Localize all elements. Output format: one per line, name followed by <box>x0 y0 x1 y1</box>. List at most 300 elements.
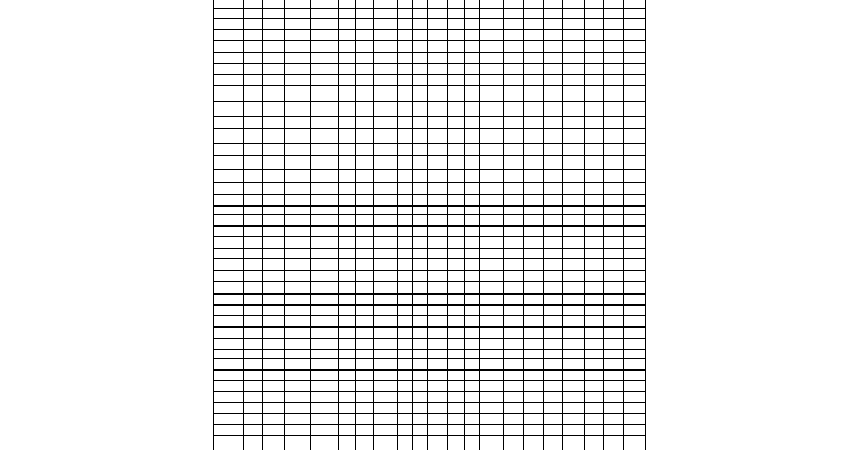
table-cell <box>543 86 563 102</box>
table-cell <box>310 414 338 425</box>
table-cell <box>465 102 480 117</box>
table-cell <box>373 53 397 64</box>
table-cell <box>339 327 356 339</box>
table-cell <box>356 237 373 249</box>
table-cell <box>244 436 262 450</box>
table-cell <box>397 102 412 117</box>
table-cell <box>310 425 338 436</box>
table-cell <box>428 75 448 86</box>
table-cell <box>356 129 373 144</box>
table-cell <box>397 414 412 425</box>
table-cell <box>480 41 504 53</box>
table-cell <box>284 237 310 249</box>
table-cell <box>584 19 604 30</box>
table-cell <box>428 271 448 282</box>
table-cell <box>465 249 480 259</box>
table-row <box>214 41 646 53</box>
table-row <box>214 64 646 75</box>
table-cell <box>413 30 428 41</box>
table-cell <box>356 170 373 183</box>
table-cell <box>504 339 524 350</box>
table-cell <box>428 64 448 75</box>
table-cell <box>214 129 244 144</box>
table-cell <box>504 327 524 339</box>
table-cell <box>284 316 310 327</box>
table-cell <box>563 282 585 294</box>
table-cell <box>262 0 284 9</box>
table-cell <box>373 414 397 425</box>
table-cell <box>523 41 543 53</box>
table-cell <box>624 316 646 327</box>
table-cell <box>310 237 338 249</box>
table-cell <box>413 282 428 294</box>
table-cell <box>523 294 543 305</box>
table-cell <box>244 102 262 117</box>
table-cell <box>339 0 356 9</box>
table-cell <box>339 30 356 41</box>
table-cell <box>413 414 428 425</box>
table-cell <box>543 305 563 316</box>
table-cell <box>543 381 563 392</box>
table-cell <box>428 86 448 102</box>
table-cell <box>543 403 563 414</box>
table-cell <box>563 183 585 195</box>
table-cell <box>413 350 428 359</box>
table-cell <box>584 129 604 144</box>
table-cell <box>244 350 262 359</box>
table-cell <box>373 339 397 350</box>
table-cell <box>563 144 585 156</box>
table-cell <box>447 249 464 259</box>
table-cell <box>543 414 563 425</box>
table-row <box>214 215 646 226</box>
table-cell <box>310 403 338 414</box>
table-cell <box>244 206 262 215</box>
table-cell <box>447 129 464 144</box>
table-cell <box>413 144 428 156</box>
table-cell <box>447 294 464 305</box>
table-cell <box>543 327 563 339</box>
table-cell <box>480 403 504 414</box>
table-cell <box>428 237 448 249</box>
table-cell <box>214 350 244 359</box>
table-cell <box>339 75 356 86</box>
table-cell <box>563 75 585 86</box>
table-cell <box>397 215 412 226</box>
table-cell <box>480 425 504 436</box>
table-cell <box>428 170 448 183</box>
table-cell <box>584 359 604 370</box>
table-cell <box>604 259 624 271</box>
table-cell <box>214 117 244 129</box>
table-cell <box>480 392 504 403</box>
table-cell <box>543 144 563 156</box>
table-row <box>214 226 646 237</box>
table-cell <box>244 19 262 30</box>
table-cell <box>397 75 412 86</box>
table-cell <box>373 9 397 19</box>
table-cell <box>504 30 524 41</box>
table-cell <box>543 294 563 305</box>
table-cell <box>604 237 624 249</box>
table-cell <box>584 414 604 425</box>
table-cell <box>584 294 604 305</box>
table-cell <box>504 117 524 129</box>
table-cell <box>373 381 397 392</box>
table-cell <box>310 0 338 9</box>
table-cell <box>284 305 310 316</box>
table-cell <box>447 0 464 9</box>
table-cell <box>543 215 563 226</box>
table-cell <box>465 195 480 206</box>
table-cell <box>563 102 585 117</box>
table-cell <box>244 117 262 129</box>
table-cell <box>310 117 338 129</box>
table-cell <box>397 249 412 259</box>
table-cell <box>504 237 524 249</box>
table-cell <box>262 195 284 206</box>
table-cell <box>356 64 373 75</box>
table-cell <box>214 392 244 403</box>
table-cell <box>480 156 504 170</box>
table-cell <box>480 414 504 425</box>
table-cell <box>504 282 524 294</box>
table-cell <box>447 425 464 436</box>
table-cell <box>584 305 604 316</box>
table-cell <box>563 305 585 316</box>
table-cell <box>284 75 310 86</box>
table-cell <box>397 339 412 350</box>
table-cell <box>465 226 480 237</box>
table-cell <box>584 9 604 19</box>
table-cell <box>543 170 563 183</box>
table-cell <box>480 339 504 350</box>
table-cell <box>523 75 543 86</box>
table-cell <box>413 195 428 206</box>
table-cell <box>373 117 397 129</box>
table-cell <box>563 0 585 9</box>
table-cell <box>339 117 356 129</box>
table-cell <box>244 294 262 305</box>
table-cell <box>604 215 624 226</box>
table-cell <box>356 215 373 226</box>
table-cell <box>310 271 338 282</box>
table-cell <box>624 0 646 9</box>
table-cell <box>604 294 624 305</box>
table-row <box>214 339 646 350</box>
table-cell <box>584 53 604 64</box>
table-cell <box>480 436 504 450</box>
table-row <box>214 117 646 129</box>
table-cell <box>523 339 543 350</box>
data-table <box>213 0 646 450</box>
table-cell <box>284 259 310 271</box>
table-cell <box>397 53 412 64</box>
table-cell <box>413 41 428 53</box>
table-cell <box>339 339 356 350</box>
table-cell <box>373 144 397 156</box>
table-cell <box>397 381 412 392</box>
table-row <box>214 183 646 195</box>
table-cell <box>504 316 524 327</box>
table-cell <box>465 237 480 249</box>
table-cell <box>413 0 428 9</box>
table-row <box>214 206 646 215</box>
table-cell <box>584 195 604 206</box>
table-cell <box>563 41 585 53</box>
table-cell <box>339 102 356 117</box>
table-cell <box>480 9 504 19</box>
table-cell <box>563 53 585 64</box>
table-cell <box>244 414 262 425</box>
table-cell <box>214 425 244 436</box>
table-cell <box>284 86 310 102</box>
table-cell <box>214 215 244 226</box>
table-cell <box>480 327 504 339</box>
table-cell <box>339 259 356 271</box>
table-cell <box>624 271 646 282</box>
table-row <box>214 9 646 19</box>
table-cell <box>447 370 464 381</box>
table-cell <box>339 381 356 392</box>
table-cell <box>523 102 543 117</box>
table-cell <box>447 339 464 350</box>
table-cell <box>428 339 448 350</box>
table-cell <box>563 271 585 282</box>
table-cell <box>584 170 604 183</box>
table-cell <box>310 215 338 226</box>
table-cell <box>214 170 244 183</box>
table-cell <box>284 9 310 19</box>
table-cell <box>244 316 262 327</box>
table-cell <box>244 170 262 183</box>
table-row <box>214 19 646 30</box>
table-cell <box>262 75 284 86</box>
table-cell <box>584 156 604 170</box>
table-cell <box>624 249 646 259</box>
table-cell <box>310 259 338 271</box>
table-cell <box>504 259 524 271</box>
table-cell <box>356 294 373 305</box>
table-cell <box>262 215 284 226</box>
table-cell <box>262 237 284 249</box>
table-row <box>214 75 646 86</box>
table-cell <box>465 206 480 215</box>
table-cell <box>310 350 338 359</box>
table-cell <box>356 425 373 436</box>
table-cell <box>310 195 338 206</box>
table-cell <box>465 414 480 425</box>
table-cell <box>584 41 604 53</box>
table-cell <box>284 359 310 370</box>
table-cell <box>604 41 624 53</box>
table-cell <box>447 305 464 316</box>
table-cell <box>397 271 412 282</box>
table-cell <box>447 271 464 282</box>
table-cell <box>604 282 624 294</box>
table-cell <box>413 425 428 436</box>
table-cell <box>310 305 338 316</box>
table-cell <box>563 259 585 271</box>
table-cell <box>563 129 585 144</box>
table-cell <box>624 170 646 183</box>
table-cell <box>465 75 480 86</box>
table-cell <box>214 183 244 195</box>
table-cell <box>397 144 412 156</box>
table-cell <box>356 117 373 129</box>
table-cell <box>504 64 524 75</box>
table-cell <box>356 381 373 392</box>
table-cell <box>447 215 464 226</box>
table-cell <box>397 117 412 129</box>
table-cell <box>465 425 480 436</box>
table-cell <box>504 0 524 9</box>
table-cell <box>428 381 448 392</box>
table-cell <box>604 183 624 195</box>
table-row <box>214 53 646 64</box>
table-cell <box>284 282 310 294</box>
table-cell <box>465 183 480 195</box>
table-cell <box>543 0 563 9</box>
table-cell <box>413 215 428 226</box>
table-cell <box>262 425 284 436</box>
table-cell <box>447 86 464 102</box>
table-cell <box>262 282 284 294</box>
table-cell <box>214 75 244 86</box>
table-cell <box>447 316 464 327</box>
table-cell <box>447 392 464 403</box>
table-cell <box>523 316 543 327</box>
table-cell <box>356 102 373 117</box>
table-cell <box>339 19 356 30</box>
table-cell <box>244 30 262 41</box>
table-cell <box>465 30 480 41</box>
table-cell <box>339 359 356 370</box>
table-cell <box>262 19 284 30</box>
table-cell <box>310 392 338 403</box>
table-cell <box>339 403 356 414</box>
table-cell <box>447 436 464 450</box>
table-cell <box>543 117 563 129</box>
table-cell <box>504 183 524 195</box>
table-cell <box>428 117 448 129</box>
table-cell <box>523 249 543 259</box>
table-cell <box>465 294 480 305</box>
table-cell <box>543 226 563 237</box>
table-cell <box>262 350 284 359</box>
table-cell <box>284 144 310 156</box>
table-cell <box>356 0 373 9</box>
table-row <box>214 195 646 206</box>
table-cell <box>543 392 563 403</box>
table-cell <box>523 64 543 75</box>
table-cell <box>214 271 244 282</box>
table-cell <box>284 156 310 170</box>
table-cell <box>339 195 356 206</box>
table-cell <box>428 195 448 206</box>
table-cell <box>604 30 624 41</box>
table-cell <box>413 64 428 75</box>
table-cell <box>310 282 338 294</box>
table-cell <box>504 53 524 64</box>
table-cell <box>413 316 428 327</box>
table-cell <box>397 403 412 414</box>
table-cell <box>284 425 310 436</box>
table-cell <box>214 41 244 53</box>
table-cell <box>428 392 448 403</box>
table-cell <box>584 30 604 41</box>
table-cell <box>310 129 338 144</box>
table-cell <box>504 9 524 19</box>
table-cell <box>624 86 646 102</box>
table-cell <box>465 271 480 282</box>
table-cell <box>284 392 310 403</box>
table-cell <box>563 436 585 450</box>
table-cell <box>244 359 262 370</box>
table-cell <box>543 436 563 450</box>
table-cell <box>244 75 262 86</box>
table-cell <box>504 392 524 403</box>
table-cell <box>604 117 624 129</box>
table-cell <box>447 237 464 249</box>
table-cell <box>428 144 448 156</box>
table-cell <box>624 392 646 403</box>
table-cell <box>373 0 397 9</box>
table-cell <box>356 282 373 294</box>
table-cell <box>604 64 624 75</box>
table-cell <box>284 327 310 339</box>
table-cell <box>624 425 646 436</box>
table-cell <box>563 350 585 359</box>
table-cell <box>604 53 624 64</box>
table-cell <box>624 64 646 75</box>
table-cell <box>373 183 397 195</box>
table-cell <box>447 282 464 294</box>
table-cell <box>397 41 412 53</box>
table-cell <box>447 30 464 41</box>
table-row <box>214 144 646 156</box>
table-cell <box>244 327 262 339</box>
table-cell <box>543 206 563 215</box>
table-cell <box>356 392 373 403</box>
table-row <box>214 350 646 359</box>
table-cell <box>397 183 412 195</box>
table-cell <box>397 156 412 170</box>
table-cell <box>244 53 262 64</box>
table-cell <box>543 359 563 370</box>
table-cell <box>604 226 624 237</box>
table-cell <box>624 327 646 339</box>
table-cell <box>244 183 262 195</box>
table-cell <box>373 316 397 327</box>
table-cell <box>262 271 284 282</box>
table-cell <box>447 41 464 53</box>
table-cell <box>563 170 585 183</box>
table-cell <box>428 370 448 381</box>
table-cell <box>397 392 412 403</box>
table-cell <box>465 339 480 350</box>
table-cell <box>543 75 563 86</box>
table-cell <box>523 9 543 19</box>
table-cell <box>543 53 563 64</box>
table-cell <box>543 156 563 170</box>
table-cell <box>339 215 356 226</box>
table-cell <box>356 86 373 102</box>
table-cell <box>373 294 397 305</box>
table-cell <box>563 117 585 129</box>
table-cell <box>584 316 604 327</box>
table-cell <box>339 226 356 237</box>
